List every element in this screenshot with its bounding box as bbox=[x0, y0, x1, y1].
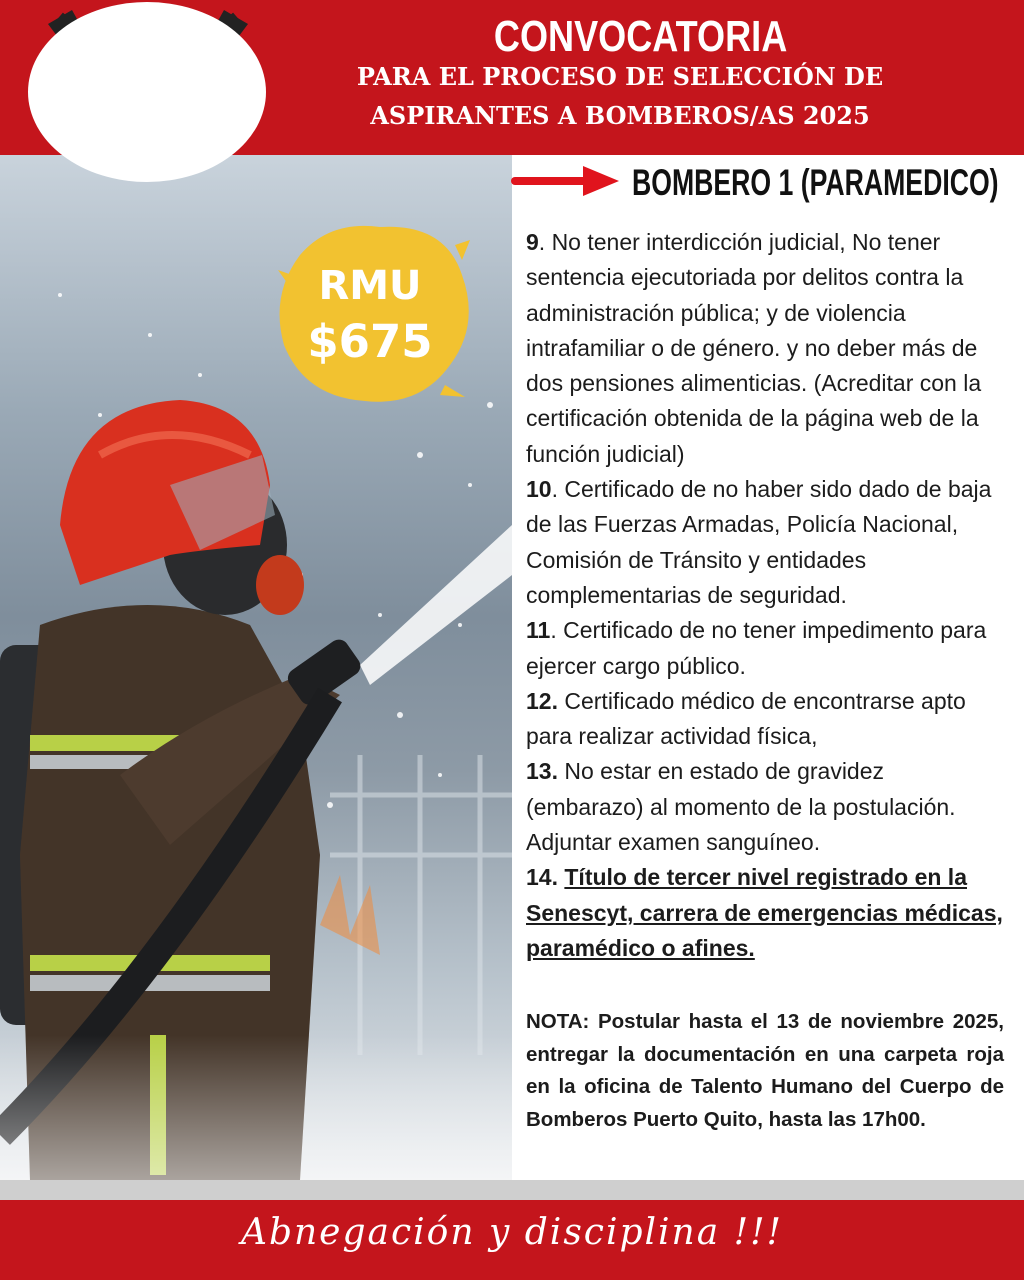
list-item bbox=[526, 860, 1006, 966]
list-item bbox=[526, 684, 1006, 755]
requirement-number: 10 bbox=[526, 476, 552, 503]
requirement-number: 14. bbox=[526, 864, 558, 891]
right-arrow-icon bbox=[511, 166, 619, 196]
requirement-text: . No tener interdicción judicial, No tener sentencia ejecutoriada por delitos contra la administración pública; y de violencia intrafamiliar o de género. y no deber más de dos pensiones alimenticias. (Acreditar con la certificación obtenida de la página web de la función judicial) bbox=[526, 229, 982, 467]
list-item bbox=[526, 613, 1006, 684]
requirement-text-underlined: Título de tercer nivel registrado en la Senescyt, carrera de emergencias médicas, paramédico o afines. bbox=[526, 864, 1003, 961]
requirement-text: No estar en estado de gravidez (embarazo) al momento de la postulación. Adjuntar examen sanguíneo. bbox=[526, 758, 956, 856]
role-title: BOMBERO 1 (PARAMEDICO) bbox=[632, 162, 999, 203]
rmu-badge bbox=[270, 215, 475, 410]
requirement-text: Certificado médico de encontrarse apto para realizar actividad física, bbox=[526, 687, 966, 750]
list-item bbox=[526, 754, 1006, 860]
footer-motto: Abnegación y disciplina !!! bbox=[240, 1212, 784, 1253]
requirement-number: 9 bbox=[526, 229, 539, 255]
requirement-number: 11 bbox=[526, 617, 551, 644]
note-paragraph: NOTA: Postular hasta el 13 de noviembre 2025, entregar la documentación en una carpeta roja en la oficina de Talento Humano del Cuerpo de Bomberos Puerto Quito, hasta las 17h00. bbox=[526, 1010, 1004, 1131]
requirement-number: 12. bbox=[526, 687, 558, 714]
rmu-value: $675 bbox=[307, 315, 433, 368]
requirement-text: . Certificado de no haber sido dado de baja de las Fuerzas Armadas, Policía Nacional, Comisión de Tránsito y entidades complementarias de seguridad. bbox=[526, 476, 992, 608]
page-title: CONVOCATORIA bbox=[493, 12, 788, 61]
divider-strip bbox=[0, 1180, 1024, 1200]
logo-badge bbox=[28, 2, 266, 182]
rmu-label: RMU bbox=[318, 263, 422, 309]
list-item bbox=[526, 225, 1006, 472]
requirement-number: 13. bbox=[526, 758, 558, 785]
subtitle-line-1: PARA EL PROCESO DE SELECCIÓN DE bbox=[356, 62, 884, 91]
subtitle-line-2: ASPIRANTES A BOMBEROS/AS 2025 bbox=[370, 101, 870, 130]
requirements-list bbox=[526, 225, 1006, 966]
requirement-text: . Certificado de no tener impedimento para ejercer cargo público. bbox=[526, 617, 987, 679]
list-item bbox=[526, 472, 1006, 613]
